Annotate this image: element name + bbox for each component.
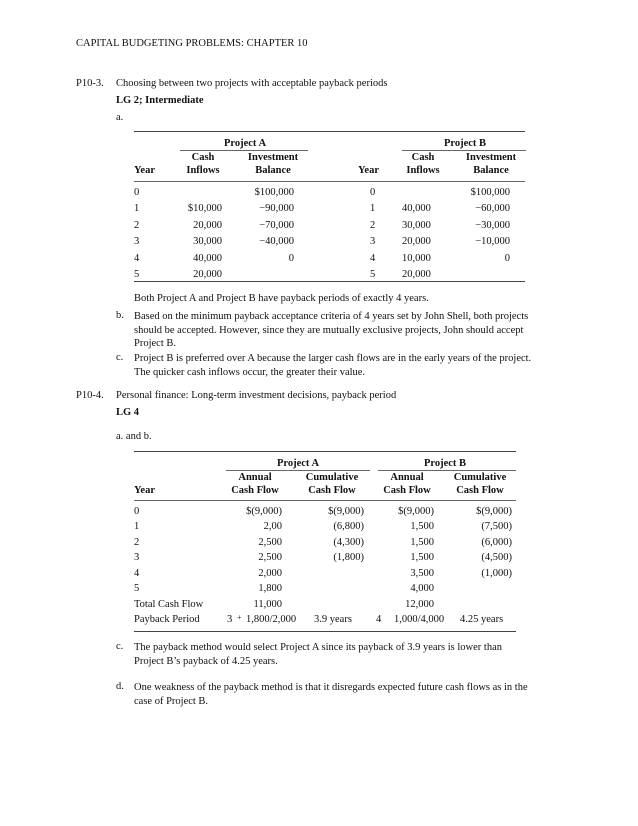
row-a-cash-inflow: 20,000: [193, 219, 222, 231]
project-a-underline: [180, 150, 308, 151]
row2-a-cumulative: (4,300): [333, 536, 364, 548]
total-a: 11,000: [253, 599, 282, 610]
row-a-year: 5: [134, 269, 140, 280]
row2-year: 3: [134, 552, 140, 564]
col-cash-a: Cash: [191, 152, 215, 163]
col-year-b: Year: [358, 165, 379, 176]
row-b-year: 5: [370, 269, 376, 280]
row2-b-cumulative: (4,500): [481, 552, 512, 564]
total-cash-flow-label: Total Cash Flow: [134, 599, 204, 610]
row2-a-annual: 2,500: [258, 536, 282, 548]
part-c-label-2: c.: [116, 641, 124, 652]
col-annual-cf-b: Cash Flow: [383, 485, 431, 496]
project-b-underline: [402, 150, 526, 151]
row-b-cash-inflow: 10,000: [402, 252, 431, 264]
row-b-year: 0: [370, 187, 376, 198]
col-investment-b: Investment: [465, 152, 517, 163]
row2-a-annual: 2,000: [258, 567, 282, 579]
row-a-cash-inflow: $10,000: [187, 203, 222, 215]
project-a-heading-2: Project A: [276, 458, 320, 469]
problem-title-10-4: Personal finance: Long-term investment decisions, payback period: [116, 390, 397, 401]
row-a-investment-balance: $100,000: [254, 187, 294, 198]
payback-period-label: Payback Period: [134, 614, 200, 625]
learning-goal-10-4: LG 4: [116, 407, 140, 418]
row-a-year: 3: [134, 236, 140, 248]
payback-a-int: 3: [227, 614, 233, 625]
row2-year: 2: [134, 536, 140, 548]
part-b-text: Based on the minimum payback acceptance criteria of 4 years set by John Shell, both projects should be accepted. However, since they are mutually exclusive projects, John should accept Project B.: [134, 311, 529, 349]
col-year-a: Year: [134, 165, 155, 176]
row2-b-cumulative: $(9,000): [476, 506, 512, 517]
row-b-investment-balance: −30,000: [475, 219, 510, 231]
row-b-year: 1: [370, 203, 376, 215]
row-b-cash-inflow: 20,000: [402, 269, 431, 280]
row2-a-cumulative: (1,800): [333, 552, 364, 564]
row-b-cash-inflow: 30,000: [402, 219, 431, 231]
row2-b-annual: $(9,000): [398, 506, 434, 517]
row-a-cash-inflow: 30,000: [193, 236, 222, 248]
row2-year: 4: [134, 567, 140, 579]
payback-a-plus: +: [237, 613, 242, 622]
part-d-label: d.: [116, 681, 124, 692]
col-year-2: Year: [134, 485, 155, 496]
col-investment-a: Investment: [247, 152, 299, 163]
table-bottom-rule: [134, 281, 525, 282]
payback-a-fraction: 1,800/2,000: [246, 614, 297, 625]
project-b-underline-2: [378, 470, 516, 471]
row-b-investment-balance: −10,000: [475, 236, 510, 248]
col-annual-b: Annual: [390, 472, 424, 483]
col-annual-cf-a: Cash Flow: [231, 485, 279, 496]
row-b-year: 2: [370, 219, 376, 231]
row2-b-annual: 1,500: [410, 552, 434, 564]
payback-b-fraction: 1,000/4,000: [394, 614, 445, 625]
row2-year: 1: [134, 521, 140, 533]
row-a-investment-balance: −40,000: [259, 236, 294, 248]
part-b-label: b.: [116, 310, 124, 321]
row-b-year: 4: [370, 252, 376, 264]
project-a-underline-2: [226, 470, 370, 471]
row2-a-cumulative: (6,800): [333, 521, 364, 533]
total-b: 12,000: [405, 599, 434, 610]
row2-a-annual: 2,500: [258, 552, 282, 564]
row-b-cash-inflow: 40,000: [402, 203, 431, 215]
col-inflows-b: Inflows: [406, 165, 440, 176]
problem-title-10-3: Choosing between two projects with acceptable payback periods: [116, 78, 388, 89]
row2-b-annual: 4,000: [410, 583, 434, 594]
part-ab-label: a. and b.: [116, 431, 152, 442]
row2-b-cumulative: (7,500): [481, 521, 512, 533]
row2-b-cumulative: (1,000): [481, 567, 512, 579]
row2-b-annual: 3,500: [410, 567, 434, 579]
row2-a-annual: $(9,000): [246, 506, 282, 517]
row-a-investment-balance: −90,000: [259, 203, 294, 215]
row2-b-cumulative: (6,000): [481, 536, 512, 548]
table-top-rule: [134, 131, 525, 132]
row2-a-annual: 2,00: [263, 521, 282, 533]
project-a-heading: Project A: [223, 138, 267, 149]
col-balance-a: Balance: [255, 165, 291, 176]
problem-number-10-4: P10-4.: [76, 390, 104, 401]
row-b-investment-balance: −60,000: [475, 203, 510, 215]
col-annual-a: Annual: [238, 472, 272, 483]
table2-bottom-rule: [134, 631, 516, 632]
header-bottom-rule: [134, 181, 525, 182]
payback-summary: Both Project A and Project B have payback periods of exactly 4 years.: [134, 293, 429, 304]
row-a-cash-inflow: 40,000: [193, 252, 222, 264]
problem-number-10-3: P10-3.: [76, 78, 104, 89]
row2-year: 5: [134, 583, 140, 594]
table2-header-rule: [134, 500, 516, 501]
col-cumulative-cf-a: Cash Flow: [308, 485, 356, 496]
learning-goal-10-3: LG 2; Intermediate: [116, 95, 204, 106]
payback-b: 4.25 years: [460, 614, 504, 625]
row-a-year: 4: [134, 252, 140, 264]
row-b-cash-inflow: 20,000: [402, 236, 431, 248]
col-cash-b: Cash: [411, 152, 435, 163]
project-b-heading: Project B: [443, 138, 487, 149]
col-cumulative-a: Cumulative: [305, 472, 359, 483]
row2-a-cumulative: $(9,000): [328, 506, 364, 517]
payback-a: 3.9 years: [314, 614, 352, 625]
table2-top-rule: [134, 451, 516, 452]
col-cumulative-cf-b: Cash Flow: [456, 485, 504, 496]
part-c-text: Project B is preferred over A because the larger cash flows are in the early years of the project. The quicker cash inflows occur, the greater their value.: [134, 353, 532, 378]
row-b-year: 3: [370, 236, 376, 248]
part-c-text-2: The payback method would select Project A since its payback of 3.9 years is lower than Project B’s payback of 4.25 years.: [134, 642, 502, 667]
part-c-label: c.: [116, 352, 124, 363]
row-b-investment-balance: $100,000: [470, 187, 510, 198]
col-balance-b: Balance: [473, 165, 509, 176]
part-d-text: One weakness of the payback method is that it disregards expected future cash flows as in the case of Project B.: [134, 682, 528, 707]
row-a-investment-balance: −70,000: [259, 219, 294, 231]
col-cumulative-b: Cumulative: [453, 472, 507, 483]
row-a-cash-inflow: 20,000: [193, 269, 222, 280]
project-b-heading-2: Project B: [423, 458, 467, 469]
row2-year: 0: [134, 506, 140, 517]
row-a-year: 1: [134, 203, 140, 215]
payback-b-int: 4: [376, 614, 382, 625]
row-a-investment-balance: 0: [288, 252, 294, 264]
row2-a-annual: 1,800: [258, 583, 282, 594]
part-a-label: a.: [116, 112, 124, 123]
col-inflows-a: Inflows: [186, 165, 220, 176]
page-header: CAPITAL BUDGETING PROBLEMS: CHAPTER 10: [76, 38, 308, 49]
row2-b-annual: 1,500: [410, 536, 434, 548]
row-b-investment-balance: 0: [504, 252, 510, 264]
row-a-year: 2: [134, 219, 140, 231]
row-a-year: 0: [134, 187, 140, 198]
row2-b-annual: 1,500: [410, 521, 434, 533]
